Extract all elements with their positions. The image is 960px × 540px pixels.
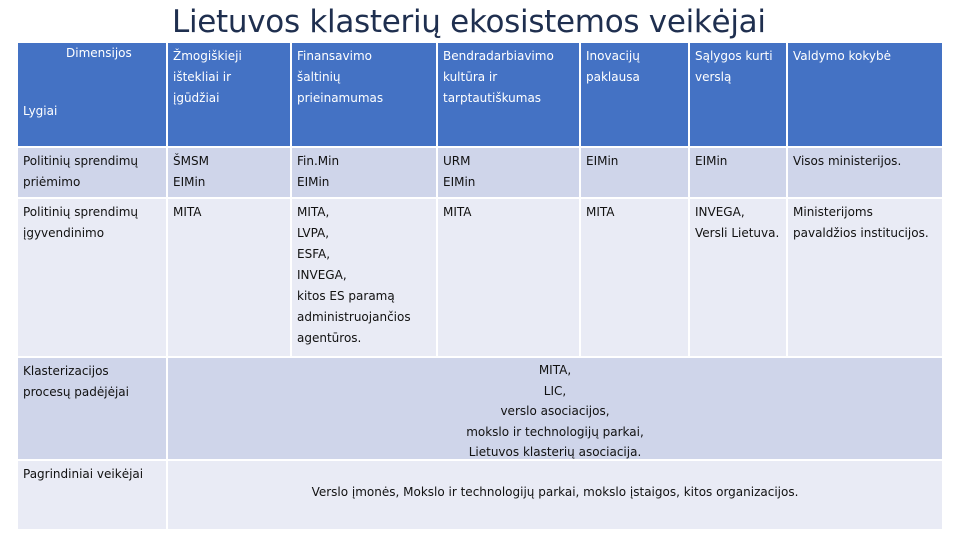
row-label-main-actors: Pagrindiniai veikėjai — [18, 461, 166, 529]
header-human-resources: Žmogiškieji ištekliai ir įgūdžiai — [168, 43, 290, 146]
header-governance-quality: Valdymo kokybė — [788, 43, 942, 146]
row-label-cluster-facilitators: Klasterizacijos procesų padėjėjai — [18, 358, 166, 459]
table-cell: INVEGA, Versli Lietuva. — [690, 199, 786, 356]
facilitators-list: MITA, LIC, verslo asociacijos, mokslo ir technologijų parkai, Lietuvos klasterių asociacija. — [466, 363, 644, 459]
table-cell: MITA — [168, 199, 290, 356]
table-cell: Ministerijoms pavaldžios institucijos. — [788, 199, 942, 356]
row-label-policy-decision: Politinių sprendimų priėmimo — [18, 148, 166, 197]
table-cell: EIMin — [690, 148, 786, 197]
dimensions-label: Dimensijos — [66, 46, 132, 60]
table-cell: EIMin — [581, 148, 688, 197]
levels-label: Lygiai — [23, 104, 58, 118]
header-innovation-demand: Inovacijų paklausa — [581, 43, 688, 146]
table-cell: Visos ministerijos. — [788, 148, 942, 197]
page-title: Lietuvos klasterių ekosistemos veikėjai — [172, 4, 766, 40]
header-cooperation-culture: Bendradarbiavimo kultūra ir tarptautiškumas — [438, 43, 579, 146]
main-actors-list: Verslo įmonės, Mokslo ir technologijų parkai, mokslo įstaigos, kitos organizacijos. — [311, 485, 799, 499]
table-cell: URM EIMin — [438, 148, 579, 197]
table-cell: MITA, LVPA, ESFA, INVEGA, kitos ES paramą administruojančios agentūros. — [292, 199, 436, 356]
table-cell: Fin.Min EIMin — [292, 148, 436, 197]
row-label-policy-implementation: Politinių sprendimų įgyvendinimo — [18, 199, 166, 356]
table-cell: ŠMSM EIMin — [168, 148, 290, 197]
table-cell: MITA — [438, 199, 579, 356]
header-funding-access: Finansavimo šaltinių prieinamumas — [292, 43, 436, 146]
table-cell: MITA — [581, 199, 688, 356]
header-business-conditions: Sąlygos kurti verslą — [690, 43, 786, 146]
